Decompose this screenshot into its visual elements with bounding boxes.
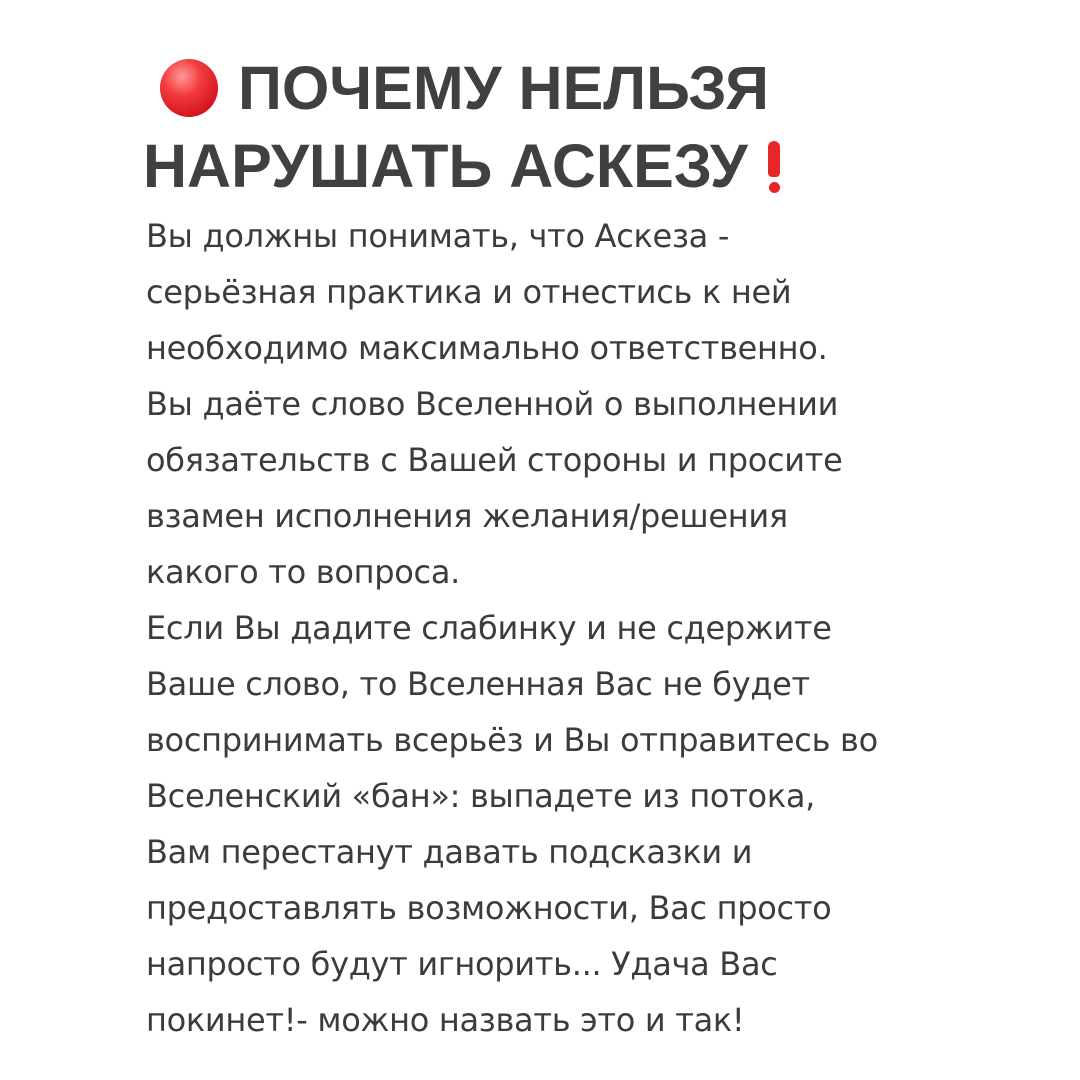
body-line: какого то вопроса.	[146, 553, 461, 591]
body-line: предоставлять возможности, Вас просто	[146, 889, 832, 927]
body-line: воспринимать всерьёз и Вы отправитесь во	[146, 721, 878, 759]
red-circle-icon	[160, 59, 218, 117]
title-line-1	[160, 48, 769, 128]
title-line-2-text: НАРУШАТЬ АСКЕЗУ	[143, 132, 748, 200]
body-line: серьёзная практика и отнестись к ней	[146, 273, 792, 311]
body-line: покинет!- можно назвать это и так!	[146, 1001, 745, 1039]
body-line: Вы должны понимать, что Аскеза -	[146, 217, 730, 255]
body-line: напросто будут игнорить... Удача Вас	[146, 945, 778, 983]
exclamation-icon	[766, 141, 782, 193]
body-line: взамен исполнения желания/решения	[146, 497, 788, 535]
body-line: Вы даёте слово Вселенной о выполнении	[146, 385, 839, 423]
body-line: Вам перестанут давать подсказки и	[146, 833, 753, 871]
body-line: Если Вы дадите слабинку и не сдержите	[146, 609, 832, 647]
body-paragraph	[146, 208, 1026, 1048]
body-line: необходимо максимально ответственно.	[146, 329, 828, 367]
body-line: Вселенский «бан»: выпадете из потока,	[146, 777, 816, 815]
title-line-2	[143, 126, 782, 206]
body-line: Ваше слово, то Вселенная Вас не будет	[146, 665, 810, 703]
title-line-1-text: ПОЧЕМУ НЕЛЬЗЯ	[238, 54, 769, 122]
body-line: обязательств с Вашей стороны и просите	[146, 441, 843, 479]
